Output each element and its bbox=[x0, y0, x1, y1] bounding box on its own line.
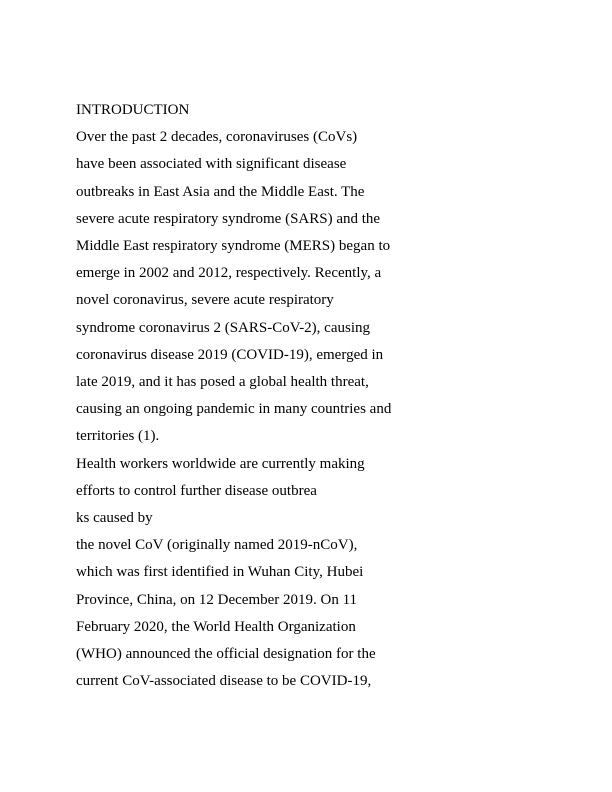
text-line: outbreaks in East Asia and the Middle East. The bbox=[76, 183, 365, 200]
text-line: have been associated with significant disease bbox=[76, 156, 347, 173]
text-line: February 2020, the World Health Organization bbox=[76, 618, 356, 635]
text-line: emerge in 2002 and 2012, respectively. Recently, a bbox=[76, 265, 382, 282]
text-line: the novel CoV (originally named 2019-nCoV), bbox=[76, 537, 358, 554]
text-line: Health workers worldwide are currently making bbox=[76, 455, 365, 472]
text-line: ks caused by bbox=[76, 510, 153, 527]
text-line: current CoV-associated disease to be COVID-19, bbox=[76, 673, 372, 690]
text-line: Middle East respiratory syndrome (MERS) began to bbox=[76, 238, 391, 255]
text-line: Over the past 2 decades, coronaviruses (CoVs) bbox=[76, 129, 358, 146]
text-line: novel coronavirus, severe acute respiratory bbox=[76, 292, 334, 309]
text-line: Province, China, on 12 December 2019. On 11 bbox=[76, 591, 358, 608]
text-line: territories (1). bbox=[76, 428, 160, 445]
text-line: severe acute respiratory syndrome (SARS) and the bbox=[76, 210, 381, 227]
text-line: causing an ongoing pandemic in many countries and bbox=[76, 401, 392, 418]
text-line: efforts to control further disease outbrea bbox=[76, 482, 317, 499]
text-line: coronavirus disease 2019 (COVID-19), emerged in bbox=[76, 346, 384, 363]
text-line: which was first identified in Wuhan City, Hubei bbox=[76, 564, 364, 581]
text-line: syndrome coronavirus 2 (SARS-CoV-2), causing bbox=[76, 319, 371, 336]
text-line: (WHO) announced the official designation for the bbox=[76, 646, 376, 663]
document-body bbox=[76, 97, 536, 695]
section-heading: INTRODUCTION bbox=[76, 102, 190, 118]
text-line: late 2019, and it has posed a global health threat, bbox=[76, 374, 369, 391]
